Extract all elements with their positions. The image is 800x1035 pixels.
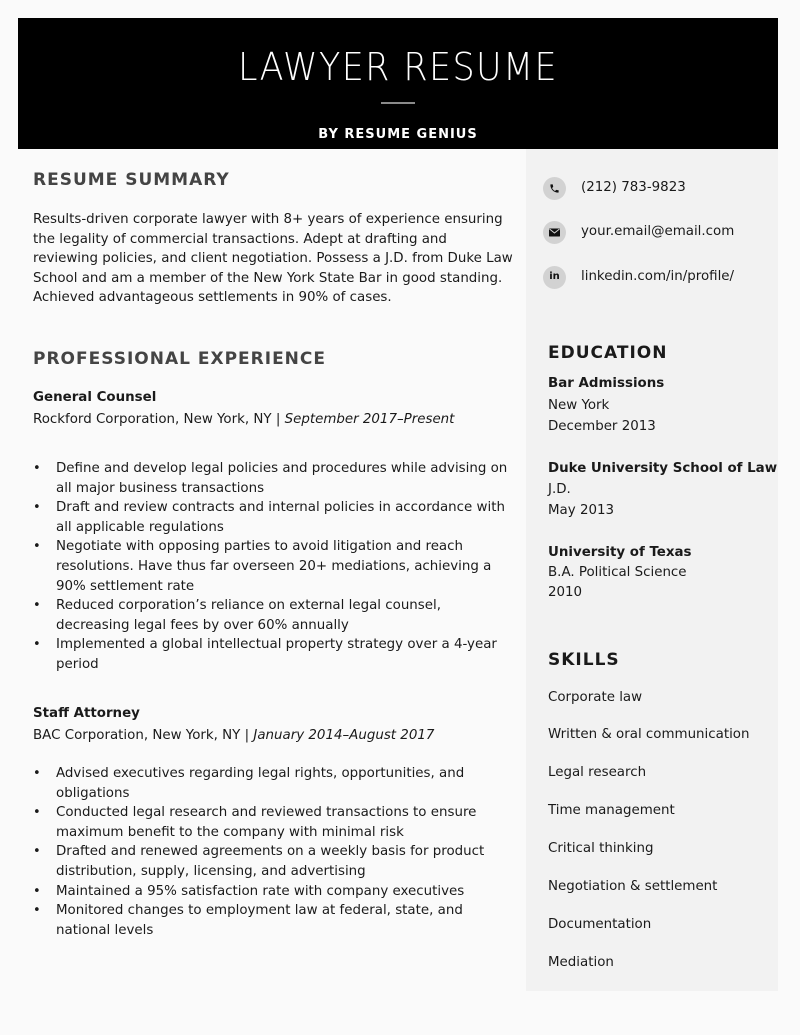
job-bullet: • Reduced corporation’s reliance on external legal counsel, decreasing legal fees by over 60% annually	[33, 596, 513, 635]
education-date: 2010	[548, 585, 583, 600]
job-dates: January 2014–August 2017	[253, 728, 435, 743]
phone-number: (212) 783-9823	[581, 180, 686, 196]
job-dates: September 2017–Present	[284, 412, 455, 427]
experience-heading: PROFESSIONAL EXPERIENCE	[33, 349, 326, 369]
education-detail: J.D.	[548, 482, 571, 497]
education-name: Bar Admissions	[548, 376, 665, 391]
title-divider	[381, 102, 415, 104]
email-address: your.email@email.com	[581, 224, 735, 240]
job-bullet: • Implemented a global intellectual property strategy over a 4-year period	[33, 635, 513, 674]
job-company: BAC Corporation, New York, NY |	[33, 728, 254, 743]
job-title: General Counsel	[33, 390, 157, 405]
job-bullet: • Negotiate with opposing parties to avoid litigation and reach resolutions. Have thus far overseen 20+ mediations, achieving a 90% settlement rate	[33, 537, 513, 596]
education-detail: New York	[548, 398, 610, 413]
resume-title: LAWYER RESUME	[237, 45, 559, 89]
contact-email[interactable]	[543, 220, 734, 244]
skill-item: Corporate law	[548, 690, 643, 705]
job-meta	[33, 729, 434, 742]
contact-phone[interactable]	[543, 176, 686, 200]
education-name: Duke University School of Law	[548, 461, 778, 476]
skill-item: Documentation	[548, 917, 652, 932]
job-bullet: • Maintained a 95% satisfaction rate with company executives	[33, 882, 513, 902]
linkedin-url: linkedin.com/in/profile/	[581, 269, 735, 285]
resume-byline: BY RESUME GENIUS	[318, 127, 478, 142]
job-bullet: • Monitored changes to employment law at federal, state, and national levels	[33, 901, 513, 940]
resume-header	[18, 18, 778, 149]
skill-item: Written & oral communication	[548, 727, 750, 742]
education-heading: EDUCATION	[548, 343, 668, 363]
contact-linkedin[interactable]	[543, 265, 734, 289]
job-company: Rockford Corporation, New York, NY |	[33, 412, 285, 427]
skill-item: Negotiation & settlement	[548, 879, 718, 894]
job-bullet: • Drafted and renewed agreements on a weekly basis for product distribution, supply, licensing, and advertising	[33, 842, 513, 881]
skill-item: Legal research	[548, 765, 647, 780]
email-icon	[543, 221, 566, 244]
education-date: December 2013	[548, 419, 656, 434]
job-bullet: • Draft and review contracts and internal policies in accordance with all applicable regulations	[33, 498, 513, 537]
skill-item: Time management	[548, 803, 675, 818]
summary-text: Results-driven corporate lawyer with 8+ years of experience ensuring the legality of commercial transactions. Adept at drafting and reviewing policies, and client negotiation. Possess a J.D. from Duke Law School and am a member of the New York State Bar in good standing. Achieved advantageous settlements in 90% of cases.	[33, 212, 513, 306]
linkedin-icon: in	[543, 266, 566, 289]
skill-item: Critical thinking	[548, 841, 654, 856]
job-bullet: • Define and develop legal policies and procedures while advising on all major business transactions	[33, 459, 513, 498]
education-name: University of Texas	[548, 545, 692, 560]
job-meta	[33, 413, 454, 426]
skills-heading: SKILLS	[548, 650, 620, 670]
summary-heading: RESUME SUMMARY	[33, 170, 230, 190]
education-date: May 2013	[548, 503, 615, 518]
job-bullets	[33, 459, 513, 675]
job-title: Staff Attorney	[33, 706, 140, 721]
job-bullets	[33, 764, 513, 940]
skill-item: Mediation	[548, 955, 614, 970]
phone-icon	[543, 177, 566, 200]
job-bullet: • Advised executives regarding legal rights, opportunities, and obligations	[33, 764, 513, 803]
education-detail: B.A. Political Science	[548, 565, 687, 580]
job-bullet: • Conducted legal research and reviewed transactions to ensure maximum benefit to the company with minimal risk	[33, 803, 513, 842]
